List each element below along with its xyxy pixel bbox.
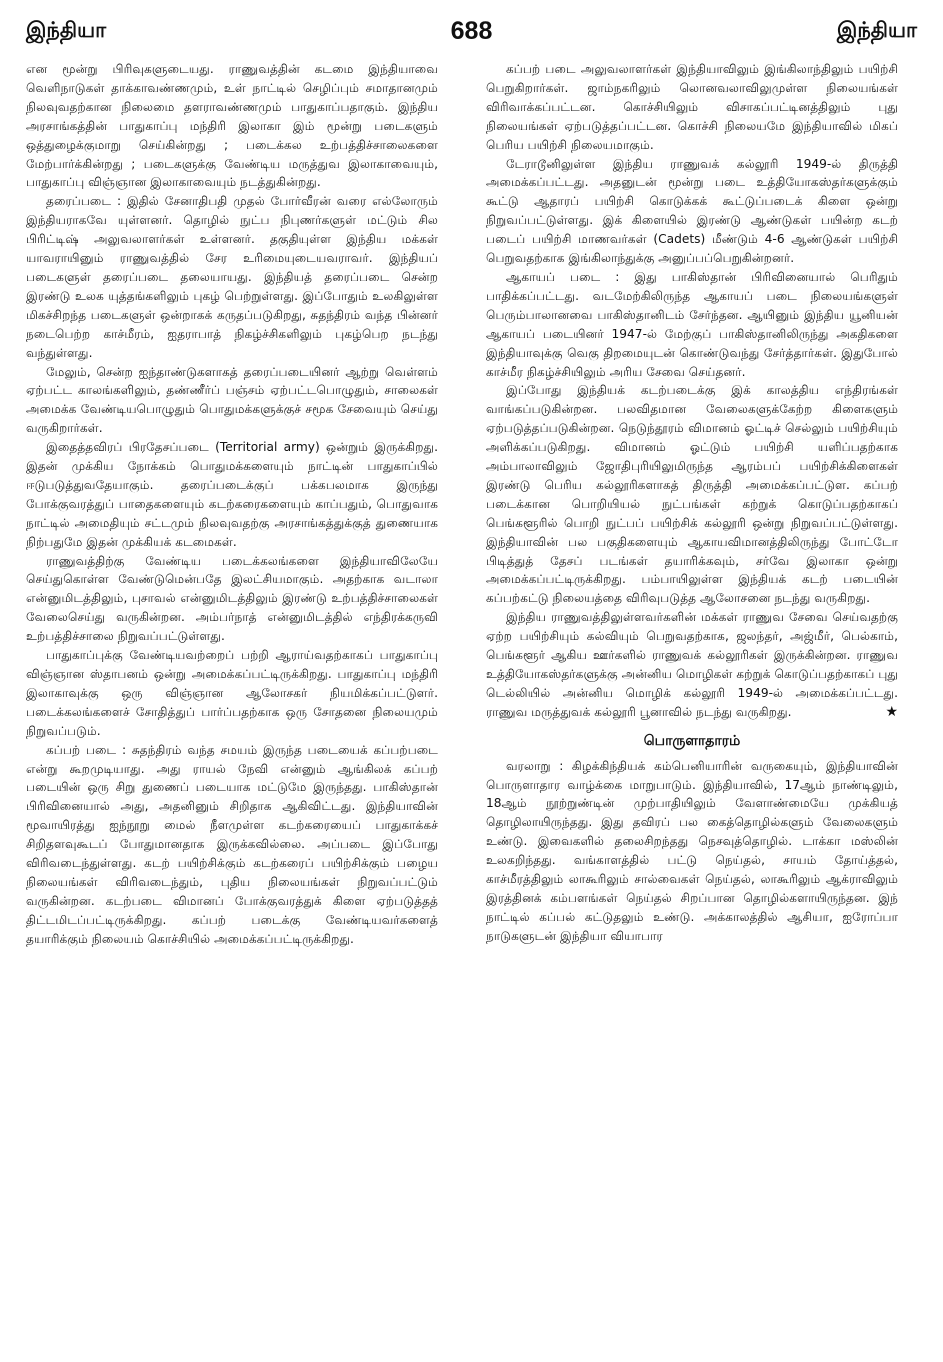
paragraph-air-force: ஆகாயப் படை : இது பாகிஸ்தான் பிரிவினையால் பெரிதும் பாதிக்கப்பட்டது. வடமேற்கிலிருந்த ஆகாயப் படை நிலையங்களுள் பெரும்பாலானவை பாகிஸ்தானிடம் சேர்ந்தன. ஆயினும் இந்திய யூனியன் ஆகாயப் படையினர் 1947-ல் மேற்குப் பாகிஸ்தானிலிருந்து அகதிகளை இந்தியாவுக்கு வெகு திறமையுடன் கொண்டுவந்து சேர்த்தார்கள். இதுபோல் காச்மீர நிகழ்ச்சியிலும் அரிய சேவை செய்தனர். <box>486 269 898 379</box>
paragraph: மேலும், சென்ற ஐந்தாண்டுகளாகத் தரைப்படையினர் ஆற்று வெள்ளம் ஏற்பட்ட காலங்களிலும், தண்ணீர்ப் பஞ்சம் ஏற்பட்டபொழுதும், சாலைகள் அமைக்க வேண்டியபொழுதும் பொதுமக்களுக்குச் சமூக சேவையும் செய்து வருகிறார்கள். <box>26 364 438 436</box>
paragraph-text: இந்திய ராணுவத்திலுள்ளவர்களின் மக்கள் ராணுவ சேவை செய்வதற்கு ஏற்ற பயிற்சியும் கல்வியும் பெறுவதற்காக, ஜலந்தர், அஜ்மீர், பெல்காம், பெங்களூர் ஆகிய ஊர்களில் ராணுவக் கல்லூரிகள் இருக்கின்றன. ராணுவ உத்தியோகஸ்தர்களுக்கு அன்னிய மொழிகள் கற்றுக் கொடுப்பதற்காகப் புது டெல்லியில் அன்னிய மொழிக் கல்லூரி 1949-ல் அமைக்கப்பட்டது. ராணுவ மருத்துவக் கல்லூரி பூனாவில் நடந்து வருகிறது. <box>486 610 898 719</box>
paragraph-land-army: தரைப்படை : இதில் சேனாதிபதி முதல் போர்வீரன் வரை எல்லோரும் இந்தியராகவே யுள்ளனர். தொழில் நுட்ப நிபுணர்களுள் மட்டும் சில பிரிட்டிஷ் அலுவலாளர்கள் உள்ளனர். தகுதியுள்ள இந்திய மக்கள் யாவராயினும் ராணுவத்தில் சேர உரிமையுடையவராவர். இந்தியப் படைகளுள் தரைப்படை தலையாயது. இந்தியத் தரைப்படை சென்ற இரண்டு உலக யுத்தங்களிலும் புகழ் பெற்றுள்ளது. இப்போதும் உலகிலுள்ள மிகச்சிறந்த படைகளுள் ஒன்றாகக் கருதப்படுகிறது, சுதந்திரம் வந்த பின்னர் நடைபெற்ற காச்மீரம், ஐதராபாத் நிகழ்ச்சிகளிலும் புகழ்பெற நடந்து வந்துள்ளது. <box>26 194 438 360</box>
left-column <box>26 60 438 1350</box>
paragraph: ராணுவத்திற்கு வேண்டிய படைக்கலங்களை இந்தியாவிலேயே செய்துகொள்ள வேண்டுமென்பதே இலட்சியமாகும். அதற்காக வடாலா என்னுமிடத்திலும், புசாவல் என்னுமிடத்திலும் இரண்டு உற்பத்திச்சாலைகள் வேலைசெய்து வருகின்றன. அம்பர்நாத் என்னுமிடத்தில் எந்திரக்கருவி உற்பத்திச்சாலை நிறுவப்பட்டுள்ளது. <box>26 553 438 644</box>
paragraph: இப்போது இந்தியக் கடற்படைக்கு இக் காலத்திய எந்திரங்கள் வாங்கப்படுகின்றன. பலவிதமான வேலைகளுக்கேற்ற கிளைகளும் ஏற்படுத்தப்படுகின்றன. நெடுந்தூரம் விமானம் ஓட்டிச் செல்லும் பயிற்சியும் அளிக்கப்படுகிறது. விமானம் ஓட்டும் பயிற்சி யளிப்பதற்காக அம்பாலாவிலும் ஜோதிபுரியிலுமிருந்த ஆரம்பப் பயிற்சிக்கிளைகள் இரண்டு பெரிய கல்லூரிகளாகத் திருத்தி அமைக்கப்பட்டுள. கப்பற் படைக்கான பொறியியல் நுட்பங்கள் கற்றுக் கொடுப்பதற்காகப் பெங்களூரில் பொறி நுட்பப் பயிற்சிக் கல்லூரி ஒன்று நிறுவப்பட்டுள்ளது. இந்தியாவின் பல பகுதிகளையும் ஆகாயவிமானத்திலிருந்து போட்டோ பிடித்துத் தேசப் படங்கள் தயாரிக்கவும், சர்வே இலாகா ஒன்று அமைக்கப்பட்டிருக்கிறது. பம்பாயிலுள்ள இந்தியக் கடற் படையின் கப்பற்கட்டு நிலையத்தை விரிவுபடுத்த ஆலோசனை நடந்து வருகிறது. <box>486 383 898 606</box>
paragraph: டேராடூனிலுள்ள இந்திய ராணுவக் கல்லூரி 1949-ல் திருத்தி அமைக்கப்பட்டது. அதனுடன் மூன்று படை உத்தியோகஸ்தர்களுக்கும் கூட்டு ஆதாரப் பயிற்சி கொடுக்கக் கூட்டுப்படைக் கிளை ஒன்று நிறுவப்பட்டுள்ளது. இக் கிளையில் இரண்டு ஆண்டுகள் பயின்ற கடற் படைப் பயிற்சி மாணவர்கள் (Cadets) மீண்டும் 4-6 ஆண்டுகள் பயிற்சி பெறுவதற்காக இங்கிலாந்துக்கு அனுப்பப்பெறுகின்றனர். <box>486 156 898 266</box>
paragraph-territorial-army: இதைத்தவிரப் பிரதேசப்படை (Territorial army) ஒன்றும் இருக்கிறது. இதன் முக்கிய நோக்கம் பொதுமக்களையும் நாட்டின் பாதுகாப்பில் ஈடுபடுத்துவதேயாகும். தரைப்படைக்குப் பக்கபலமாக இருந்து போக்குவரத்துப் பாதைகளையும் கடற்கரைகளையும் காப்பதும், பொதுவாக நாட்டில் அமைதியும் சட்டமும் நிலவுவதற்கு அரசாங்கத்துக்குத் துணையாக நிற்பதுமே இதன் முக்கியக் கடமைகள். <box>26 440 438 549</box>
star-icon: ★ <box>885 703 898 720</box>
paragraph-economy: வரலாறு : கிழக்கிந்தியக் கம்பெனியாரின் வருகையும், இந்தியாவின் பொருளாதார வாழ்க்கை மாறுபாடும். இந்தியாவில், 17ஆம் நாண்டிலும், 18ஆம் நூற்றுண்டின் முற்பாதியிலும் வேளாண்மையே முக்கியத் தொழிலாயிருந்தது. இது தவிரப் பல கைத்தொழில்களும் வேலைகளும் உண்டு. இவைகளில் தலைசிறந்தது நெசவுத்தொழில். டாக்கா மஸ்லின் உலகறிந்தது. வங்காளத்தில் பட்டு நெய்தல், சாயம் தோய்த்தல், காச்மீரத்திலும் லாகூரிலும் சால்வைகள் நெய்தல், லாகூரிலும் ஆக்ராவிலும் இரத்தினக் கம்பளங்கள் நெய்தல் சிறப்பான தொழில்களாயிருந்தன. இந் நாட்டில் கப்பல் கட்டுதலும் உண்டு. அக்காலத்தில் ஆசியா, ஐரோப்பா நாடுகளுடன் இந்தியா வியாபார <box>486 758 898 943</box>
paragraph: கப்பற் படை அலுவலாளர்கள் இந்தியாவிலும் இங்கிலாந்திலும் பயிற்சி பெறுகிறார்கள். ஜாம்நகரிலும் லொனவலாவிலுமுள்ள நிலையங்கள் விரிவாக்கப்பட்டன. கொச்சியிலும் விசாகப்பட்டினத்திலும் புது நிலையங்கள் ஏற்படுத்தப்பட்டன. கொச்சி நிலையமே இந்தியாவில் மிகப் பெரிய பயிற்சி நிலையமாகும். <box>486 62 898 152</box>
page-number: 688 <box>450 16 493 45</box>
paragraph <box>486 608 898 721</box>
paragraph: பாதுகாப்புக்கு வேண்டியவற்றைப் பற்றி ஆராய்வதற்காகப் பாதுகாப்பு விஞ்ஞான ஸ்தாபனம் ஒன்று அமைக்கப்பட்டிருக்கிறது. பாதுகாப்பு மந்திரி இலாகாவுக்கு ஒரு விஞ்ஞான ஆலோசகர் நியமிக்கப்பட்டுளர். படைக்கலங்களைச் சோதித்துப் பார்ப்பதற்காக ஒரு சோதனை நிலையமும் நிறுவப்படும். <box>26 648 438 738</box>
page-header <box>26 14 917 48</box>
right-column <box>486 60 898 1350</box>
running-title-right: இந்தியா <box>836 17 917 42</box>
section-heading: பொருளாதாரம் <box>643 732 741 749</box>
running-title-left: இந்தியா <box>26 17 107 42</box>
paragraph-navy: கப்பற் படை : சுதந்திரம் வந்த சமயம் இருந்த படையைக் கப்பற்படை என்று கூறமுடியாது. அது ராயல் நேவி என்னும் ஆங்கிலக் கப்பற் படையின் ஒரு சிறு துணைப் படையாக மட்டுமே இருந்தது. பாகிஸ்தான் பிரிவினையால் அது, அதனினும் சிறிதாக ஆகிவிட்டது. இந்தியாவின் மூவாயிரத்து ஐந்நூறு மைல் நீளமுள்ள கடற்கரையைப் பாதுகாக்கச் சிறிதளவுகூடப் போதுமானதாக இருக்கவில்லை. அப்படை இப்போது விரிவடைந்துள்ளது. கடற் பயிற்சிக்கும் கடற்கரைப் பயிற்சிக்கும் பழைய நிலையங்கள் விரிவடைந்தும், புதிய நிலையங்கள் நிறுவப்பட்டும் வருகின்றன. கடற்படை விமானப் போக்குவரத்துக் கிளை ஏற்படுத்தத் திட்டமிடப்பட்டிருக்கிறது. கப்பற் படைக்கு வேண்டியவர்களைத் தயாரிக்கும் நிலையம் கொச்சியில் அமைக்கப்பட்டிருக்கிறது. <box>26 742 438 946</box>
paragraph: என மூன்று பிரிவுகளுடையது. ராணுவத்தின் கடமை இந்தியாவை வெளிநாடுகள் தாக்காவண்ணமும், உள் நாட்டில் செழிப்பும் சமாதானமும் நிலவுவதற்கான நிலைமை தளராவண்ணமும் பாதுகாப்பதாகும். இந்திய அரசாங்கத்தின் பாதுகாப்பு மந்திரி இலாகா இம் மூன்று படைகளும் ஒத்துழைக்குமாறு செய்கின்றது ; படைக்கல உற்பத்திச்சாலைகளை மேற்பார்க்கின்றது ; படைகளுக்கு வேண்டிய மருத்துவ இலாகாவையும், பாதுகாப்பு விஞ்ஞான இலாகாவையும் நடத்துகின்றது. <box>26 62 438 190</box>
